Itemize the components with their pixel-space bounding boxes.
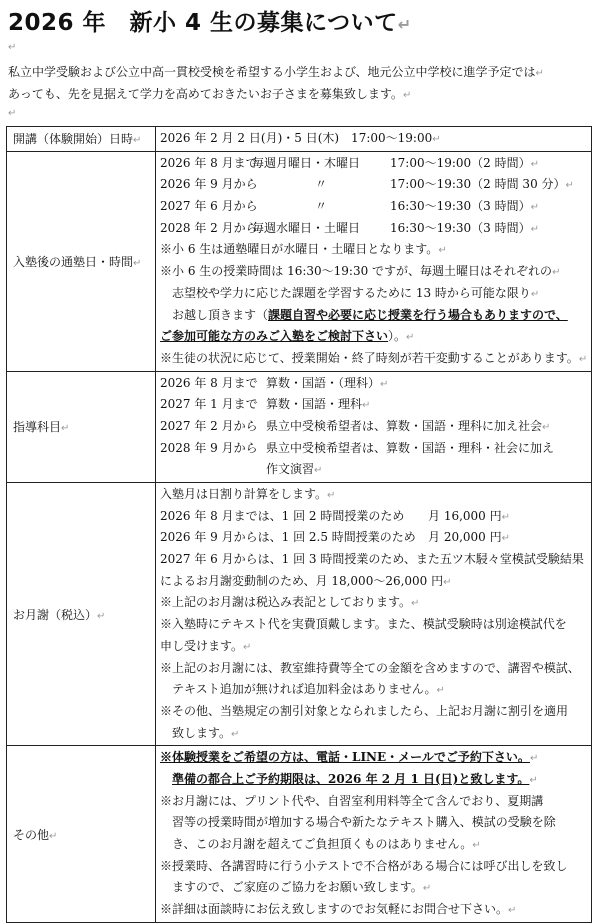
subject-line: 作文演習↵ [266,462,323,477]
note-line: 志望校や学力に応じた課題を学習するために 13 時から可能な限り↵ [172,285,540,300]
note-line: ※小 6 生は通塾曜日が水曜日・土曜日となります。↵ [160,242,447,257]
note-line: ご参加可能な方のみご入塾をご検討下さい）。↵ [160,329,415,344]
schedule-line: 2028 年 2 月から毎週水曜日・土曜日 16:30～19:30（3 時間）↵ [160,220,540,235]
row-content-kaiko: 2026 年 2 月 2 日(月)・5 日(木) 17:00～19:00↵ [156,127,592,152]
blank-paragraph: ↵ [8,42,17,53]
row-label-kaiko: 開講（体験開始）日時↵ [7,127,156,152]
row-content-gessha: 入塾月は日割り計算をします。↵ 2026 年 8 月までは、1 回 2 時間授業のため 月 16,000 円↵ 2026 年 9 月からは、1 回 2.5 時間授業のため 月 20,000 円↵ 2027 年 6 月からは、1 回 3 時間授業のため、また五ツ木駸々堂模試受験結果 によるお月謝変動制のため、月 18,000～26,000 円↵ ※上記のお月謝は税込み表記としております。↵ ※入塾時にテキスト代を実費頂戴します。また、模試受験時は別途模試代を 申し受けます。↵ ※上記のお月謝には、教室維持費等全ての金額を含めますので、講習や模試、 テキスト追加が無ければ追加料金はありません。↵ ※その他、当塾規定の割引対象となられましたら、上記お月謝に割引を適用 致します。↵ [156,483,592,746]
row-content-sonota: ※体験授業をご希望の方は、電話・LINE・メールでご予約下さい。↵ 準備の都合上ご予約期限は、2026 年 2 月 1 日(日)と致します。↵ ※お月謝には、プリント代や、自習室利用料等全て含んでおり、夏期講 習等の授業時間が増加する場合や新たなテキスト購入、模試の受験を除 き、このお月謝を超えてご負担頂くものはありません。↵ ※授業時、各講習時に行う小テストで不合格がある場合には呼び出しを致し ますので、ご家庭のご協力をお願い致します。↵ ※詳細は面談時にお伝え致しますのでお気軽にお問合せ下さい。↵ [156,746,592,923]
subject-line: 2027 年 2 月から 県立中受検希望者は、算数・国語・理科に加え社会↵ [160,418,551,433]
table-row [7,746,592,923]
table-row [7,151,592,371]
row-content-tsujuku [156,151,592,371]
intro-line: あっても、先を見据えて学力を高めておきたいお子さまを募集致します。↵ [8,86,412,101]
note-line: ※生徒の状況に応じて、授業開始・終了時刻が若干変動することがあります。↵ [160,350,588,365]
page-title: 2026 年 新小 4 生の募集について↵ [8,10,412,36]
schedule-line: 2026 年 9 月から 〃 17:00～19:30（2 時間 30 分）↵ [160,177,574,192]
schedule-line: 2027 年 6 月から 〃 16:30～19:30（3 時間）↵ [160,199,540,214]
table-row [7,371,592,482]
row-label-sonota: その他↵ [7,746,156,923]
subject-line: 2028 年 9 月から 県立中受検希望者は、算数・国語・理科・社会に加え [160,440,555,455]
info-table [6,126,592,923]
intro-line: 私立中学受験および公立中高一貫校受検を希望する小学生および、地元公立中学校に進学予定では↵ [8,65,544,79]
row-label-gessha: お月謝（税込）↵ [7,483,156,746]
intro-paragraph [8,62,593,105]
row-label-tsujuku: 入塾後の通塾日・時間↵ [7,151,156,371]
note-line: お越し頂きます（課題自習や必要に応じ授業を行う場合もありますので、 [172,307,568,322]
note-line: ※小 6 生の授業時間は 16:30～19:30 ですが、毎週土曜日はそれぞれの↵ [160,264,561,279]
table-row [7,483,592,746]
schedule-line: 2026 年 8 月まで毎週月曜日・木曜日 17:00～19:00（2 時間）↵ [160,155,540,170]
row-content-shido [156,371,592,482]
subject-line: 2027 年 1 月まで 算数・国語・理科↵ [160,397,371,412]
blank-paragraph: ↵ [8,108,17,119]
table-row [7,127,592,152]
row-label-shido: 指導科目↵ [7,371,156,482]
subject-line: 2026 年 8 月まで 算数・国語・（理科）↵ [160,375,389,390]
